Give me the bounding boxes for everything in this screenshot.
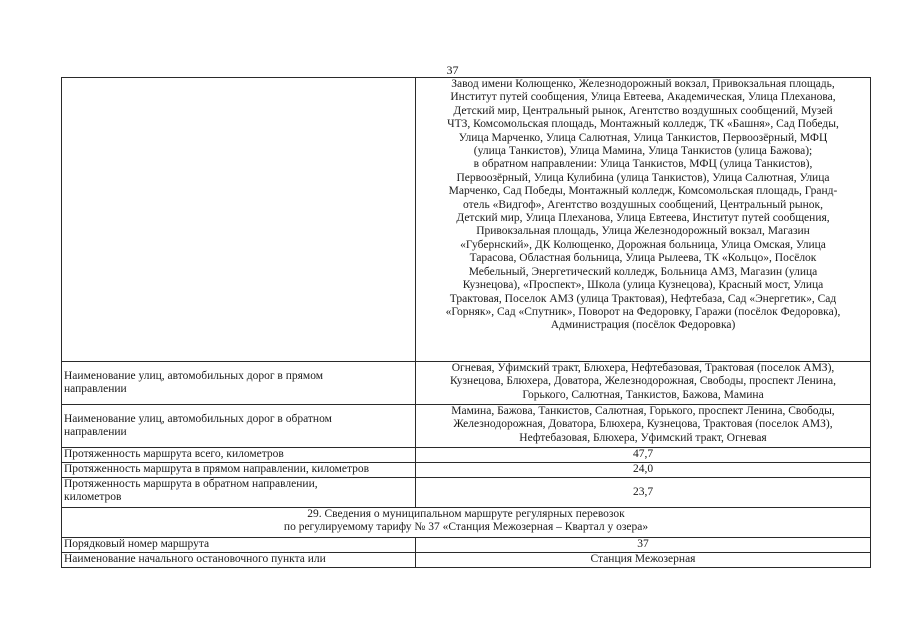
- length-total-row: [62, 448, 871, 463]
- stops-list-line: «Горняк», Сад «Спутник», Поворот на Федоровку, Гаражи (посёлок Федоровка),: [445, 305, 841, 318]
- stops-list-line: ЧТЗ, Комсомольская площадь, Монтажный колледж, ТК «Башня», Сад Победы,: [447, 118, 839, 131]
- backward-streets-row: [62, 405, 871, 448]
- backward-streets-value: [416, 405, 871, 448]
- length-forward-value: 24,0: [416, 463, 871, 478]
- stops-list-line: Привокзальная площадь, Улица Железнодорожный вокзал, Магазин: [476, 225, 810, 238]
- backward-streets-label: [62, 405, 416, 448]
- backward-streets-value-line: Нефтебазовая, Блюхера, Уфимский тракт, Огневая: [519, 431, 767, 444]
- route-number-value: 37: [416, 538, 871, 553]
- page-number: 37: [446, 63, 459, 77]
- route-info-table: [61, 77, 871, 568]
- section-header-line: 29. Сведения о муниципальном маршруте регулярных перевозок: [307, 508, 625, 520]
- forward-streets-row: [62, 362, 871, 405]
- stops-list-line: Институт путей сообщения, Улица Евтеева, Академическая, Улица Плеханова,: [450, 91, 836, 104]
- stops-list-line: Кузнецова), «Проспект», Школа (улица Кузнецова), Красный мост, Улица: [462, 279, 824, 292]
- stops-list-line: Марченко, Сад Победы, Монтажный колледж, Комсомольская площадь, Гранд-: [448, 185, 838, 198]
- forward-streets-label-line: направлении: [64, 383, 127, 395]
- length-backward-label-line: километров: [64, 491, 122, 504]
- route-number-label: Порядковый номер маршрута: [62, 538, 416, 553]
- forward-streets-label-line: Наименование улиц, автомобильных дорог в прямом: [64, 369, 324, 382]
- section-header-line: по регулируемому тарифу № 37 «Станция Межозерная – Квартал у озера»: [283, 521, 649, 534]
- stops-list-line: Детский мир, Центральный рынок, Агентство воздушных сообщений, Музей: [453, 104, 833, 117]
- section-header-row: [62, 508, 871, 538]
- stops-list-line: Тарасова, Областная больница, Улица Рылеева, ТК «Кольцо», Посёлок: [469, 252, 817, 265]
- section-header: [62, 508, 871, 538]
- length-total-value: 47,7: [416, 448, 871, 463]
- stops-list-line: Первоозёрный, Улица Кулибина (улица Танкистов), Улица Салютная, Улица: [456, 171, 830, 184]
- length-backward-label: [62, 478, 416, 508]
- stops-list-line: Администрация (посёлок Федоровка): [550, 319, 736, 332]
- length-backward-label-line: Протяженность маршрута в обратном направлении,: [64, 478, 318, 490]
- backward-streets-label-line: Наименование улиц, автомобильных дорог в обратном: [64, 412, 332, 425]
- stops-row: [62, 78, 871, 362]
- stops-list-line: Детский мир, Улица Плеханова, Улица Евтеева, Институт путей сообщения,: [456, 212, 830, 225]
- length-backward-value: 23,7: [416, 478, 871, 508]
- stops-list-line: «Губернский», ДК Колющенко, Дорожная больница, Улица Омская, Улица: [460, 238, 826, 251]
- forward-streets-label: [62, 362, 416, 405]
- length-backward-row: [62, 478, 871, 508]
- route-number-row: [62, 538, 871, 553]
- stops-list-line: Мебельный, Энергетический колледж, Больница АМЗ, Магазин (улица: [468, 265, 818, 278]
- backward-streets-label-line: направлении: [64, 426, 127, 438]
- stops-list-line: в обратном направлении: Улица Танкистов, МФЦ (улица Танкистов),: [473, 158, 813, 171]
- stops-list-cell: [416, 78, 871, 362]
- stops-row-label-cell: [62, 78, 416, 362]
- forward-streets-value-line: Горького, Салютная, Танкистов, Бажова, Мамина: [522, 388, 764, 401]
- length-total-label: Протяженность маршрута всего, километров: [62, 448, 416, 463]
- backward-streets-value-line: Железнодорожная, Доватора, Блюхера, Кузнецова, Трактовая (поселок АМЗ),: [453, 418, 833, 431]
- forward-streets-value: [416, 362, 871, 405]
- forward-streets-value-line: Огневая, Уфимский тракт, Блюхера, Нефтебазовая, Трактовая (поселок АМЗ),: [451, 362, 835, 374]
- stops-list-line: отель «Видгоф», Агентство воздушных сообщений, Центральный рынок,: [463, 198, 823, 211]
- length-forward-label: Протяженность маршрута в прямом направлении, километров: [62, 463, 416, 478]
- stops-list-line: Улица Марченко, Улица Салютная, Улица Танкистов, Первоозёрный, МФЦ: [458, 131, 828, 144]
- start-stop-value: Станция Межозерная: [416, 553, 871, 568]
- forward-streets-value-line: Кузнецова, Блюхера, Доватора, Железнодорожная, Свободы, проспект Ленина,: [449, 375, 837, 388]
- stops-list-line: Завод имени Колющенко, Железнодорожный вокзал, Привокзальная площадь,: [451, 78, 835, 90]
- stops-list-line: Трактовая, Поселок АМЗ (улица Трактовая), Нефтебаза, Сад «Энергетик», Сад: [449, 292, 837, 305]
- backward-streets-value-line: Мамина, Бажова, Танкистов, Салютная, Горького, проспект Ленина, Свободы,: [451, 405, 835, 417]
- stops-list-line: (улица Танкистов), Улица Мамина, Улица Танкистов (улица Бажова);: [473, 145, 813, 158]
- start-stop-label: Наименование начального остановочного пункта или: [62, 553, 416, 568]
- length-forward-row: [62, 463, 871, 478]
- start-stop-row: [62, 553, 871, 568]
